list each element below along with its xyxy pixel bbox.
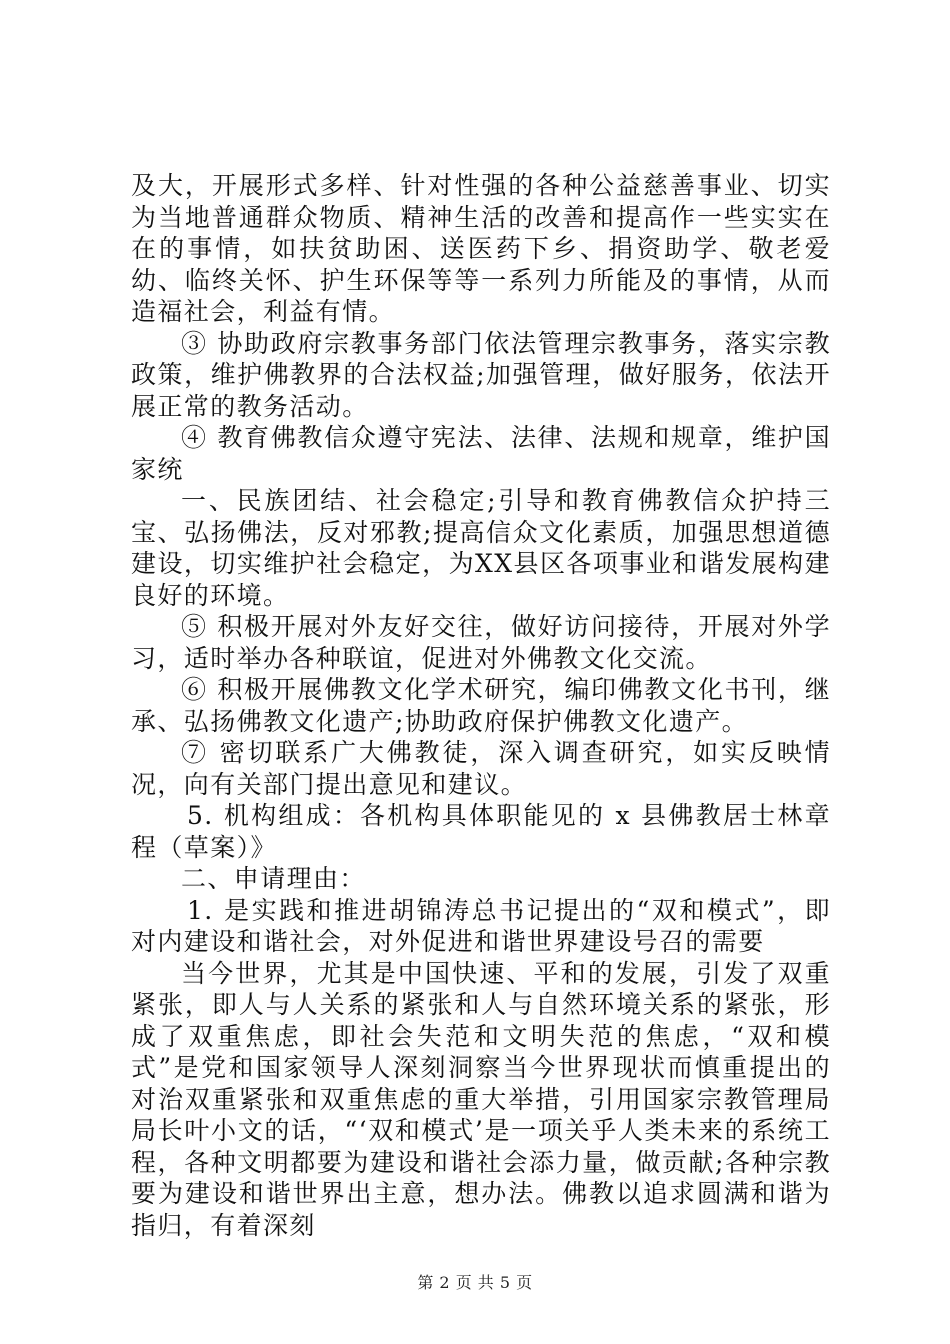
paragraph-item-4: ④ 教育佛教信众遵守宪法、法律、法规和规章，维护国家统 <box>131 423 831 484</box>
document-body <box>131 170 831 1241</box>
paragraph-organization: 5. 机构组成：各机构具体职能见的 x 县佛教居士林章程（草案）》 <box>131 801 831 862</box>
paragraph-charity: 及大，开展形式多样、针对性强的各种公益慈善事业、切实为当地普通群众物质、精神生活的改善和提高作一些实实在在的事情，如扶贫助困、送医药下乡、捐资助学、敬老爱幼、临终关怀、护生环保等等一系列力所能及的事情，从而造福社会，利益有情。 <box>131 171 831 326</box>
page-number-footer: 第 2 页 共 5 页 <box>417 1273 533 1292</box>
section-heading-reasons: 二、申请理由： <box>181 864 366 893</box>
paragraph-item-5: ⑤ 积极开展对外友好交往，做好访问接待，开展对外学习，适时举办各种联谊，促进对外佛教文化交流。 <box>131 612 831 673</box>
paragraph-unity: 一、民族团结、社会稳定;引导和教育佛教信众护持三宝、弘扬佛法，反对邪教;提高信众文化素质，加强思想道德建设，切实维护社会稳定，为XX县区各项事业和谐发展构建良好的环境。 <box>131 486 831 610</box>
paragraph-item-3: ③ 协助政府宗教事务部门依法管理宗教事务，落实宗教政策，维护佛教界的合法权益;加强管理，做好服务，依法开展正常的教务活动。 <box>131 328 831 421</box>
paragraph-item-7: ⑦ 密切联系广大佛教徒，深入调查研究，如实反映情况，向有关部门提出意见和建议。 <box>131 738 831 799</box>
paragraph-item-6: ⑥ 积极开展佛教文化学术研究，编印佛教文化书刊，继承、弘扬佛教文化遗产;协助政府保护佛教文化遗产。 <box>131 675 831 736</box>
paragraph-reason-1: 1. 是实践和推进胡锦涛总书记提出的“双和模式”，即对内建设和谐社会，对外促进和谐世界建设号召的需要 <box>131 895 831 956</box>
paragraph-world-today: 当今世界，尤其是中国快速、平和的发展，引发了双重紧张，即人与人关系的紧张和人与自然环境关系的紧张，形成了双重焦虑，即社会失范和文明失范的焦虑，“双和模式”是党和国家领导人深刻洞察当今世界现状而慎重提出的对治双重紧张和双重焦虑的重大举措，引用国家宗教管理局局长叶小文的话，“‘双和模式’是一项关乎人类未来的系统工程，各种文明都要为建设和谐社会添力量，做贡献;各种宗教要为建设和谐世界出主意，想办法。佛教以追求圆满和谐为指归，有着深刻 <box>131 958 831 1240</box>
